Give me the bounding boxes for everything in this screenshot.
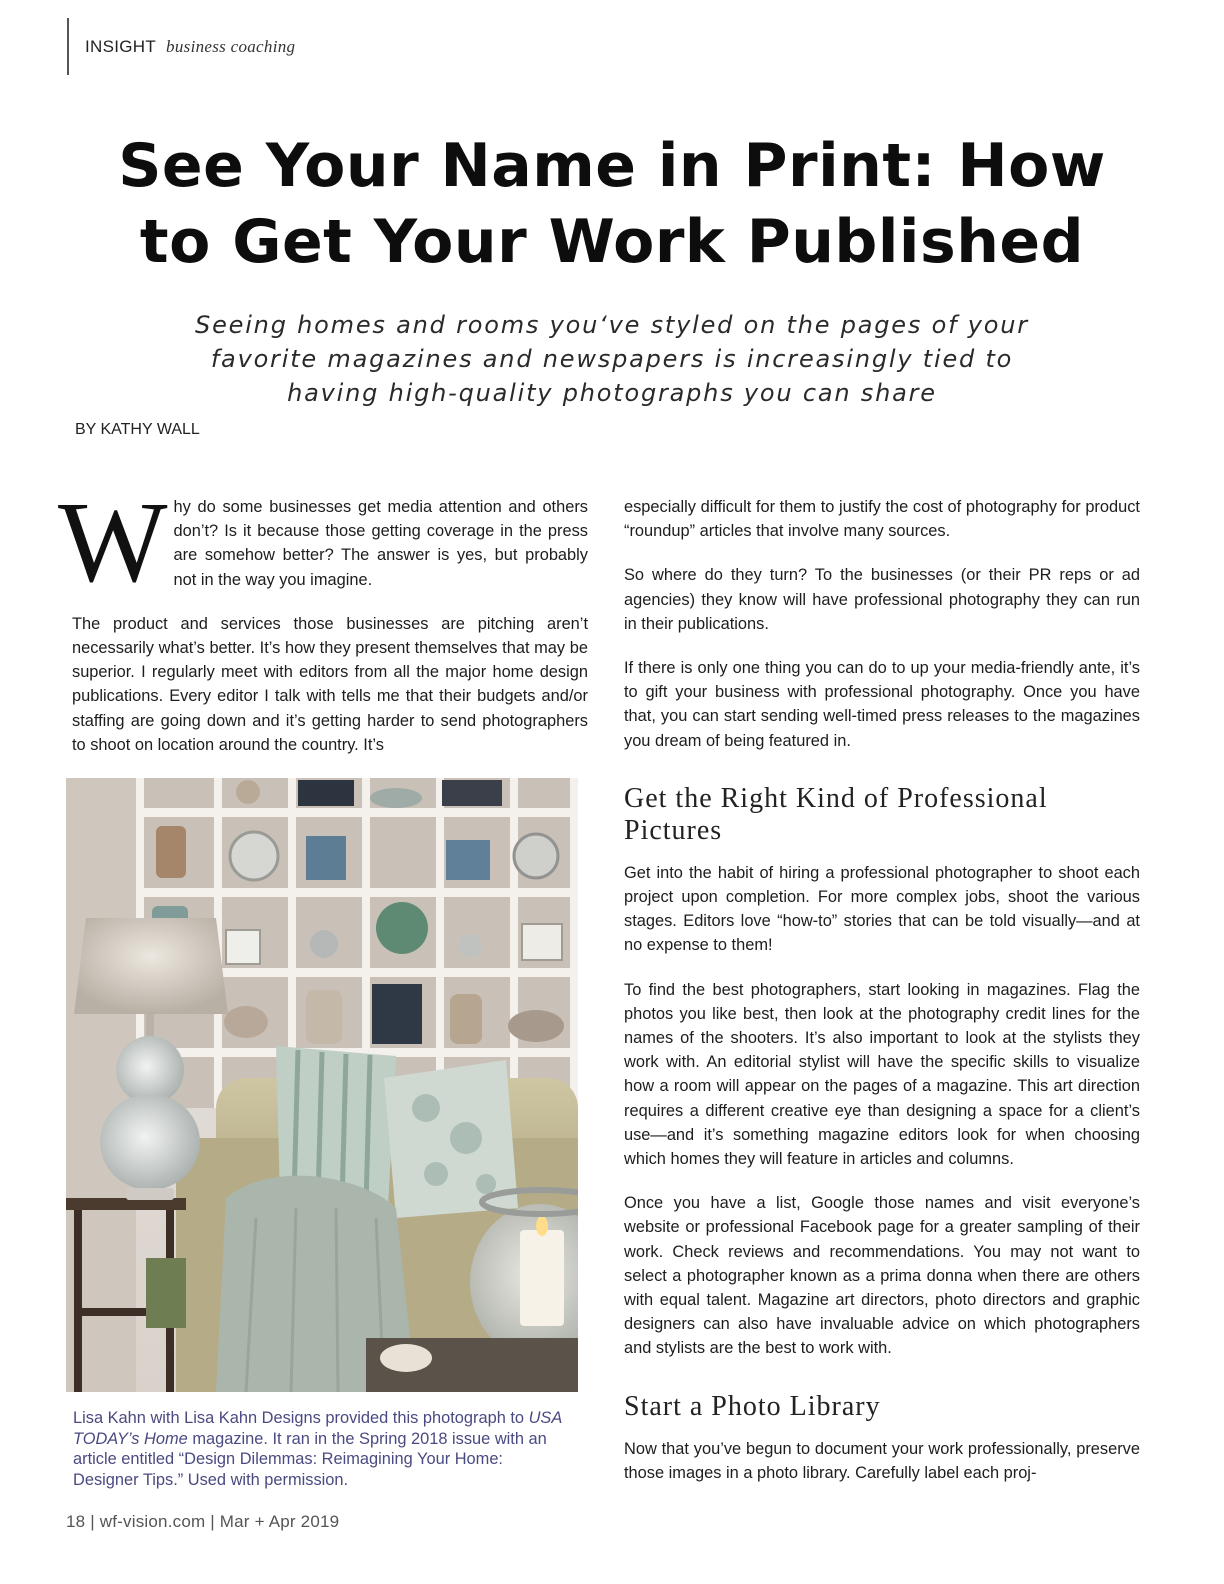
paragraph-9: Now that you’ve begun to document your work professionally, preserve those images in a photo library. Carefully label each proj- [624,1439,1140,1482]
subhead-photo-library: Start a Photo Library [624,1390,881,1422]
page-folio: 18 | wf-vision.com | Mar + Apr 2019 [66,1512,340,1531]
caption-part-2: magazine. It ran in the Spring 2018 issue with an article entitled “Design Dilemmas: Reimagining Your Home: Designer Tips.” Used with permission. [73,1429,547,1489]
caption-part-1: Lisa Kahn with Lisa Kahn Designs provided this photograph to [73,1409,529,1427]
caption-publication: USA TODAY’s Home [73,1409,562,1448]
deck-line-1: Seeing homes and rooms you‘ve styled on the pages of your [195,311,1029,339]
paragraph-6: Get into the habit of hiring a professional photographer to shoot each project upon completion. For more complex jobs, shoot the various stages. Editors love “how-to” stories that can be told visually—and at no expense to them! [624,863,1140,955]
paragraph-5: If there is only one thing you can do to up your media-friendly ante, it’s to gift your business with professional photography. Once you have that, you can start sending well-timed press releases to the magazines you dream of being featured in. [624,659,1140,750]
subhead-professional-pictures: Get the Right Kind of Professional Pictures [624,782,1048,846]
subsection-name: business coaching [166,36,296,56]
section-name: INSIGHT [85,36,157,56]
paragraph-7: To find the best photographers, start looking in magazines. Flag the photos you like best, then look at the photography credit lines for the names of the shooters. It’s also important to look at the stylists they work with. An editorial stylist will have the specific skills to visualize how a room will appear on the pages of a magazine. This art direction requires a different creative eye than designing a space for a client’s use—and it’s something magazine editors look for when choosing which homes they will feature in articles and columns. [624,980,1140,1169]
deck-line-3: having high-quality photographs you can share [287,379,937,407]
paragraph-4: So where do they turn? To the businesses (or their PR reps or ad agencies) they know will have professional photography they can run in their publications. [624,566,1140,633]
right-column [624,495,1140,1505]
paragraph-8: Once you have a list, Google those names and visit everyone’s website or professional Facebook page for a greater sampling of their work. Check reviews and recommendations. You may not want to select a photographer known as a prima donna when there are others with equal talent. Magazine art directors, photo directors and graphic designers can also have invaluable advice on which photographers and stylists are the best to work with. [624,1194,1140,1358]
living-room-photo [66,778,578,1392]
left-column [58,479,588,777]
section-tag [67,18,295,75]
paragraph-2: The product and services those businesses are pitching aren’t necessarily what’s better. It’s how they present themselves that may be superior. I regularly meet with editors from all the major home design publications. Every editor I talk with tells me that their budgets and/or staffing are going down and it’s getting harder to send photographers to shoot on location around the country. It’s [72,614,588,754]
headline-line-1: See Your Name in Print: How [118,131,1106,201]
paragraph-1-text: hy do some businesses get media attention and others don’t? Is it because those getting coverage in the press are somehow better? The answer is yes, but probably not in the way you imagine. [173,498,588,589]
byline: BY KATHY WALL [75,421,200,438]
photo-caption [73,1408,573,1490]
drop-cap: W [58,479,168,607]
headline-line-2: to Get Your Work Published [139,207,1085,277]
intro-paragraph [58,479,588,607]
paragraph-3: especially difficult for them to justify the cost of photography for product “roundup” articles that involve many sources. [624,498,1140,541]
deck-line-2: favorite magazines and newspapers is increasingly tied to [210,345,1014,373]
article-headline [100,128,1124,280]
article-deck [150,308,1074,410]
